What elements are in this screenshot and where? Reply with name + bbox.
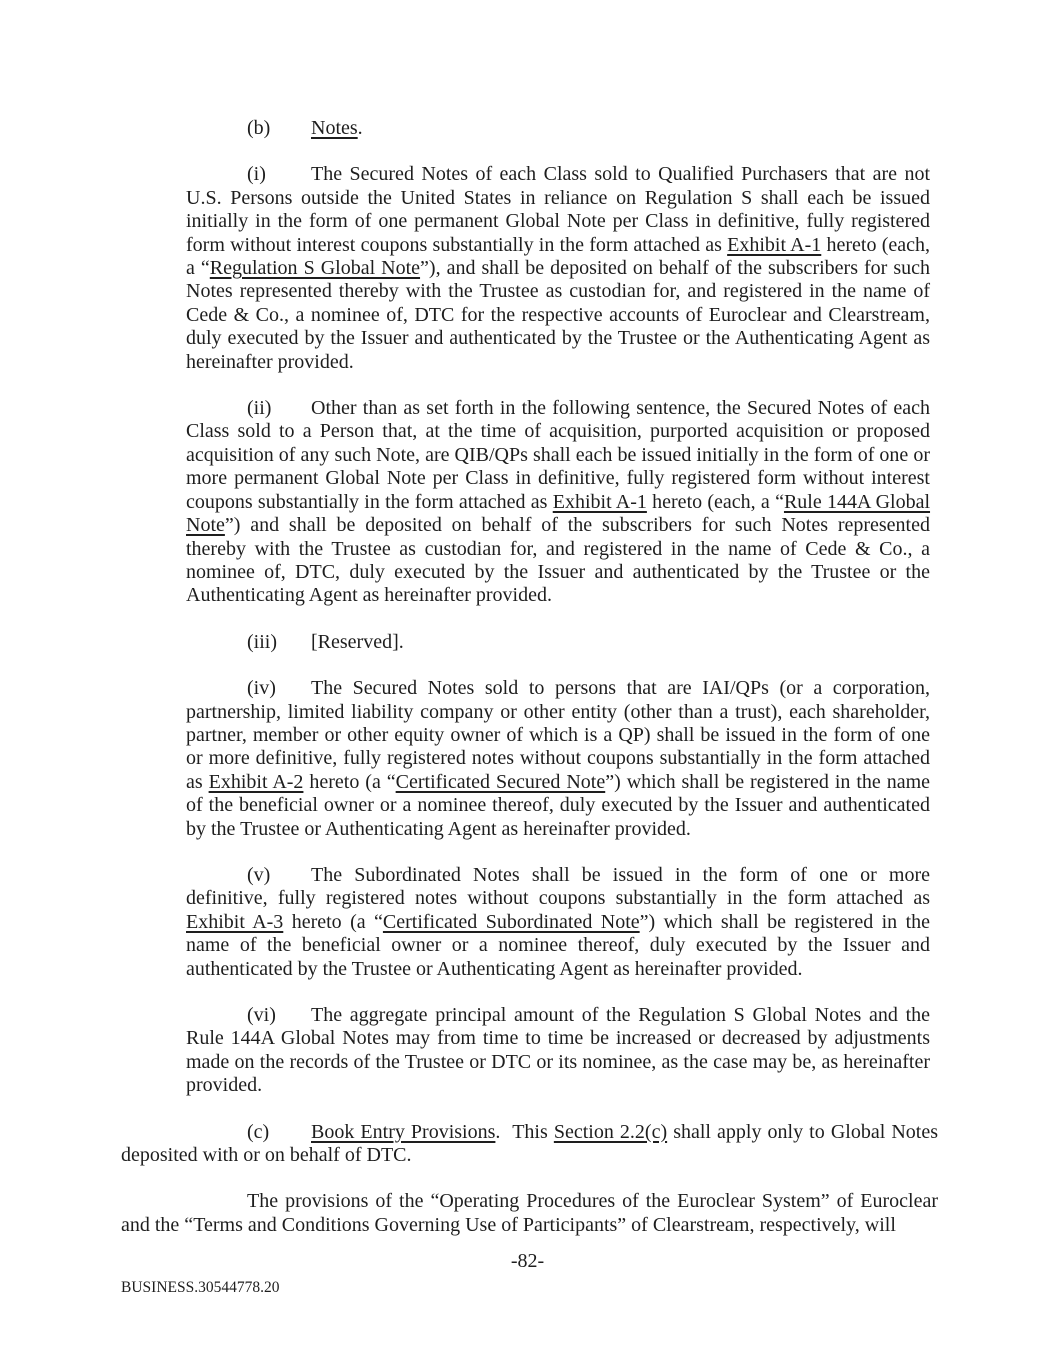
clause-b-iii-label: (iii) [247,630,277,653]
clause-b-ii-label: (ii) [247,397,272,420]
clause-b-iii-text: [Reserved]. [311,630,404,653]
document-id: BUSINESS.30544778.20 [121,1279,280,1296]
closing-paragraph [121,1190,938,1237]
document-body [121,117,938,1237]
clause-b-ii [186,397,930,608]
clause-b-i [186,163,930,374]
clause-b-vi-label: (vi) [247,1004,276,1026]
clause-b-v [186,864,930,981]
section-c-label: (c) [247,1120,270,1143]
section-c-paragraph [121,1121,938,1168]
clause-b-ii-text: Other than as set forth in the following sentence, the Secured Notes of each Class sold to a Person that, at the time of acquisition, purported acquisition or proposed acquisition of any such Note, are QIB/QPs shall each be issued initially in the form of one or more permanent Global Note per Class in definitive, fully registered form without interest coupons substantially in the form attached as Exhibit A-1 hereto (each, a “Rule 144A Global Note”) and shall be deposited on behalf of the subscribers for such Notes represented thereby with the Trustee as custodian for, and registered in the name of Cede & Co., a nominee of, DTC, duly executed by the Issuer and authenticated by the Trustee or the Authenticating Agent as hereinafter provided. [186,397,931,607]
clause-b-i-text: The Secured Notes of each Class sold to Qualified Purchasers that are not U.S. Persons outside the United States in reliance on Regulation S shall each be issued initially in the form of one permanent Global Note per Class in definitive, fully registered form without interest coupons substantially in the form attached as Exhibit A-1 hereto (each, a “Regulation S Global Note”), and shall be deposited on behalf of the subscribers for such Notes represented thereby with the Trustee as custodian for, and registered in the name of Cede & Co., a nominee of, DTC for the respective accounts of Euroclear and Clearstream, duly executed by the Issuer and authenticated by the Trustee or the Authenticating Agent as hereinafter provided. [186,163,930,373]
clause-b-iv-text: The Secured Notes sold to persons that are IAI/QPs (or a corporation, partnership, limited liability company or other entity (other than a trust), each shareholder, partner, member or other equity owner of which is a QP) shall be issued in the form of one or more definitive, fully registered notes without coupons substantially in the form attached as Exhibit A-2 hereto (a “Certificated Secured Note”) which shall be registered in the name of the beneficial owner or a nominee thereof, duly executed by the Issuer and authenticated by the Trustee or Authenticating Agent as hereinafter provided. [186,677,931,840]
clause-b-iv [186,677,930,841]
section-b-label: (b) [247,117,271,139]
clause-b-iii [186,631,930,654]
section-c-text: Book Entry Provisions. This Section 2.2(c) shall apply only to Global Notes deposited with or on behalf of DTC. [121,1120,938,1167]
clause-b-iv-label: (iv) [247,677,276,700]
clause-b-vi [186,1004,930,1098]
page-number: -82- [510,1250,545,1272]
section-b-title: Notes. [311,117,363,139]
clause-b-v-text: The Subordinated Notes shall be issued in the form of one or more definitive, fully registered notes without coupons substantially in the form attached as Exhibit A-3 hereto (a “Certificated Subordinated Note”) which shall be registered in the name of the beneficial owner or a nominee thereof, duly executed by the Issuer and authenticated by the Trustee or Authenticating Agent as hereinafter provided. [186,863,931,980]
clause-b-vi-text: The aggregate principal amount of the Regulation S Global Notes and the Rule 144A Global Notes may from time to time be increased or decreased by adjustments made on the records of the Trustee or DTC or its nominee, as the case may be, as hereinafter provided. [186,1004,930,1097]
closing-paragraph-text: The provisions of the “Operating Procedures of the Euroclear System” of Euroclear and the “Terms and Conditions Governing Use of Participants” of Clearstream, respectively, will [121,1190,938,1236]
clause-b-v-label: (v) [247,863,271,886]
clause-b-i-label: (i) [247,163,266,186]
section-b-heading [186,117,930,140]
